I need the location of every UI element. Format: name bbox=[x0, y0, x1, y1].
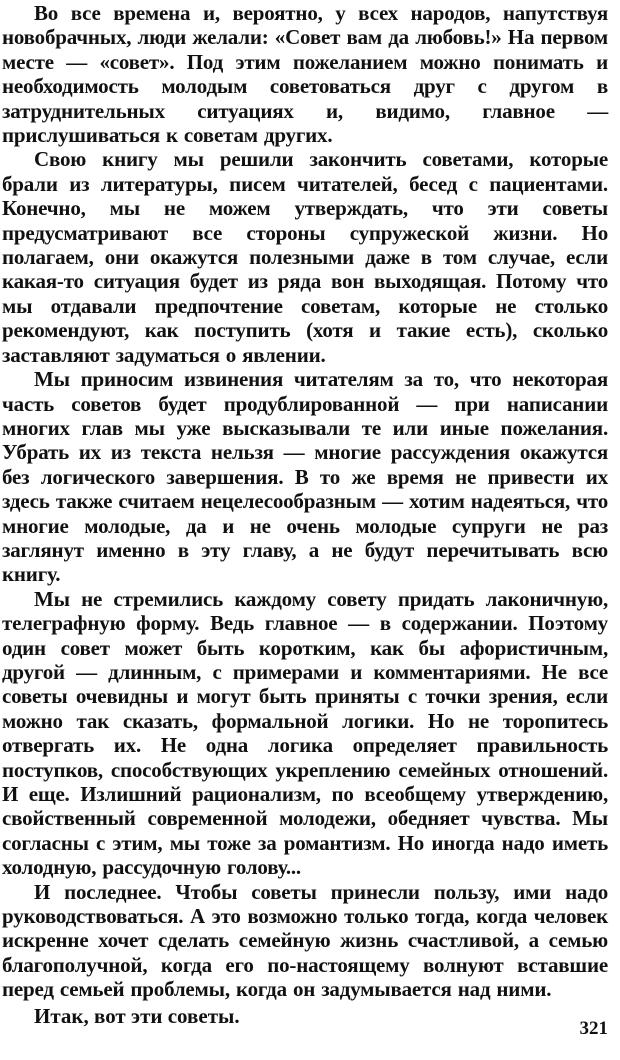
closing-line: Итак, вот эти советы. bbox=[34, 1003, 240, 1028]
paragraph-5: И последнее. Чтобы советы принесли пользу, ими надо руководствоваться. А это возможно только тогда, когда человек искренне хочет сделать семейную жизнь счастливой, а семью благополучной, когда его по-настоящему волнуют вставшие перед семьей проблемы, когда он задумывается над ними. bbox=[2, 879, 608, 1002]
paragraph-3: Мы приносим извинения читателям за то, что некоторая часть советов будет продублированной — при написании многих глав мы уже высказывали те или иные пожелания. Убрать их из текста нельзя — многие рассуждения окажутся без логического завершения. В то же время не привести их здесь также считаем нецелесообразным — хотим надеяться, что многие молодые, да и не очень молодые супруги не раз заглянут именно в эту главу, а не будут перечитывать всю книгу. bbox=[2, 367, 608, 587]
page-text bbox=[2, 1, 608, 1028]
paragraph-1: Во все времена и, вероятно, у всех народов, напутствуя новобрачных, люди желали: «Совет вам да любовь!» На первом месте — «совет». Под этим пожеланием можно понимать и необходимость молодым советоваться друг с другом в затруднительных ситуациях и, видимо, главное — прислушиваться к советам других. bbox=[2, 1, 608, 148]
paragraph-2: Свою книгу мы решили закончить советами, которые брали из литературы, писем читателей, бесед с пациентами. Конечно, мы не можем утверждать, что эти советы предусматривают все стороны супружеской жизни. Но полагаем, они окажутся полезными даже в том случае, если какая-то ситуация будет из ряда вон выходящая. Потому что мы отдавали предпочтение советам, которые не столько рекомендуют, как поступить (хотя и такие есть), сколько заставляют задуматься о явлении. bbox=[2, 147, 608, 367]
paragraph-4: Мы не стремились каждому совету придать лаконичную, телеграфную форму. Ведь главное — в содержании. Поэтому один совет может быть коротким, как бы афористичным, другой — длинным, с примерами и комментариями. Не все советы очевидны и могут быть приняты с точки зрения, если можно так сказать, формальной логики. Но не торопитесь отвергать их. Не одна логика определяет правильность поступков, способствующих укреплению семейных отношений. И еще. Излишний рационализм, по всеобщему утверждению, свойственный современной молодежи, обедняет чувства. Мы согласны с этим, мы тоже за романтизм. Но иногда надо иметь холодную, рассудочную голову... bbox=[2, 586, 608, 880]
page-number: 321 bbox=[579, 1018, 608, 1039]
